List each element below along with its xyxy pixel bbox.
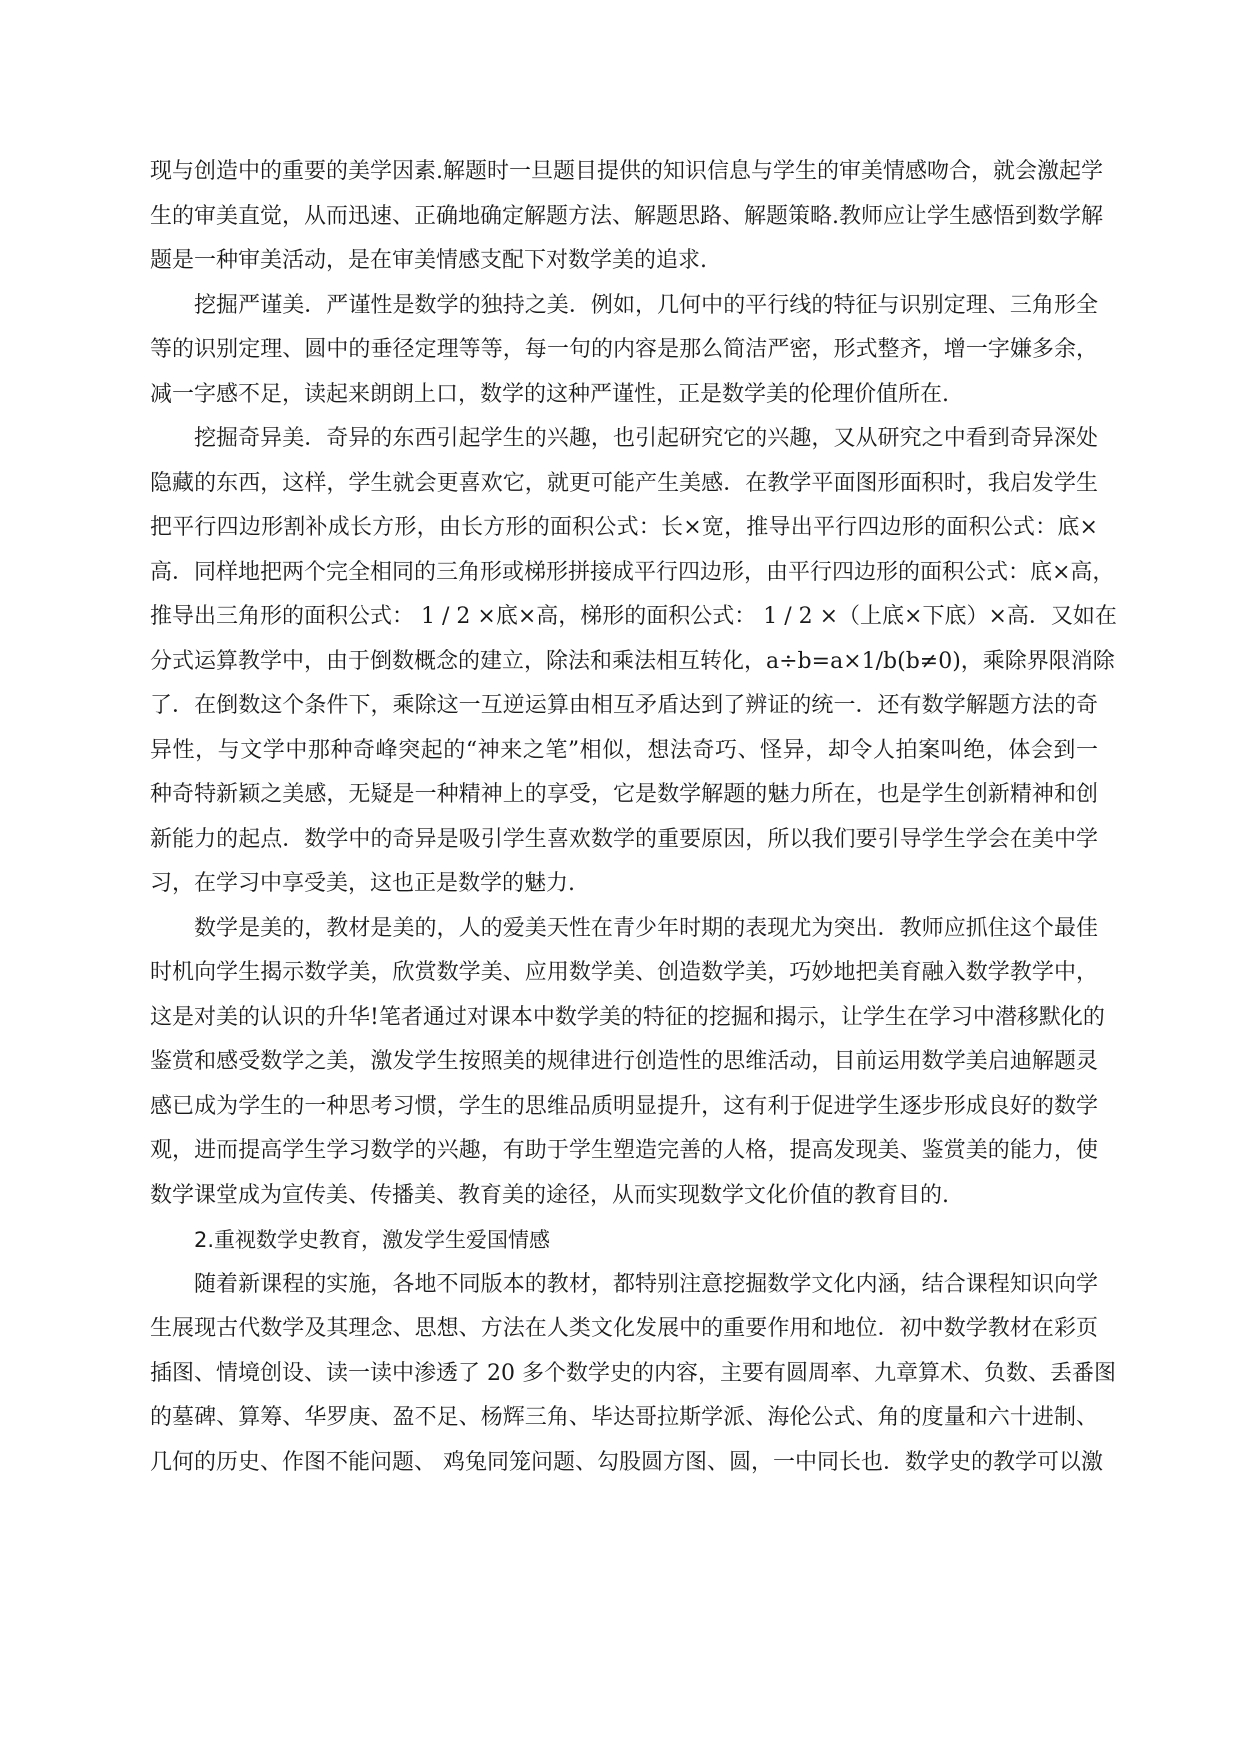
document-page (150, 150, 1117, 1485)
text-line: 隐藏的东西，这样，学生就会更喜欢它，就更可能产生美感．在教学平面图形面积时，我启发学生 (150, 470, 1098, 496)
text-line: 时机向学生揭示数学美，欣赏数学美、应用数学美、创造数学美，巧妙地把美育融入数学教学中， (150, 960, 1098, 985)
text-line: 生展现古代数学及其理念、思想、方法在人类文化发展中的重要作用和地位．初中数学教材在彩页 (150, 1316, 1098, 1341)
section-heading: 2.重视数学史教育，激发学生爱国情感 (194, 1228, 551, 1252)
text-line: 几何的历史、作图不能问题、 鸡兔同笼问题、勾股圆方图、圆，一中同长也．数学史的教学可以激 (150, 1449, 1103, 1475)
text-line: 异性，与文学中那种奇峰突起的“神来之笔”相似，想法奇巧、怪异，却令人拍案叫绝，体会到一 (150, 737, 1098, 763)
text-line: 种奇特新颖之美感，无疑是一种精神上的享受，它是数学解题的魅力所在，也是学生创新精神和创 (150, 782, 1098, 807)
text-line: 感已成为学生的一种思考习惯，学生的思维品质明显提升，这有利于促进学生逐步形成良好的数学 (150, 1093, 1098, 1119)
text-line: 习，在学习中享受美，这也正是数学的魅力. (150, 871, 575, 896)
paragraph-first-line: 数学是美的，教材是美的，人的爱美天性在青少年时期的表现尤为突出．教师应抓住这个最佳 (194, 915, 1098, 941)
text-line: 分式运算教学中，由于倒数概念的建立，除法和乘法相互转化，a÷b=a×1/b(b≠0)，乘除界限消除 (150, 648, 1115, 674)
text-line: 高．同样地把两个完全相同的三角形或梯形拼接成平行四边形，由平行四边形的面积公式：底×高， (150, 559, 1115, 585)
text-line: 推导出三角形的面积公式： 1 / 2 ×底×高，梯形的面积公式： 1 / 2 ×（上底×下底）×高．又如在 (150, 604, 1117, 629)
text-line: 数学课堂成为宣传美、传播美、教育美的途径，从而实现数学文化价值的教育目的. (150, 1182, 949, 1208)
text-line: 减一字感不足，读起来朗朗上口，数学的这种严谨性，正是数学美的伦理价值所在. (150, 381, 949, 407)
text-line: 生的审美直觉，从而迅速、正确地确定解题方法、解题思路、解题策略.教师应让学生感悟到数学解 (150, 203, 1103, 229)
text-line: 这是对美的认识的升华!笔者通过对课本中数学美的特征的挖掘和揭示，让学生在学习中潜移默化的 (150, 1004, 1105, 1030)
text-line: 插图、情境创设、读一读中渗透了 20 多个数学史的内容，主要有圆周率、九章算术、负数、丢番图 (150, 1360, 1116, 1386)
text-line: 了．在倒数这个条件下，乘除这一互逆运算由相互矛盾达到了辨证的统一．还有数学解题方法的奇 (150, 693, 1098, 718)
text-line: 等的识别定理、圆中的垂径定理等等，每一句的内容是那么简洁严密，形式整齐，增一字嫌多余， (150, 337, 1098, 362)
text-line: 观，进而提高学生学习数学的兴趣，有助于学生塑造完善的人格，提高发现美、鉴赏美的能力，使 (150, 1138, 1098, 1163)
text-line: 新能力的起点．数学中的奇异是吸引学生喜欢数学的重要原因，所以我们要引导学生学会在美中学 (150, 826, 1098, 852)
text-line: 题是一种审美活动，是在审美情感支配下对数学美的追求. (150, 248, 707, 273)
text-line: 鉴赏和感受数学之美，激发学生按照美的规律进行创造性的思维活动，目前运用数学美启迪解题灵 (150, 1049, 1098, 1074)
text-line: 的墓碑、算筹、华罗庚、盈不足、杨辉三角、毕达哥拉斯学派、海伦公式、角的度量和六十进制、 (150, 1405, 1098, 1430)
paragraph-first-line: 挖掘严谨美．严谨性是数学的独持之美．例如，几何中的平行线的特征与识别定理、三角形全 (194, 292, 1098, 318)
text-line: 现与创造中的重要的美学因素.解题时一旦题目提供的知识信息与学生的审美情感吻合，就会激起学 (150, 159, 1103, 184)
paragraph-first-line: 挖掘奇异美．奇异的东西引起学生的兴趣，也引起研究它的兴趣，又从研究之中看到奇异深处 (194, 426, 1098, 451)
text-line: 把平行四边形割补成长方形，由长方形的面积公式：长×宽，推导出平行四边形的面积公式：底× (150, 515, 1098, 540)
paragraph-first-line: 随着新课程的实施，各地不同版本的教材，都特别注意挖掘数学文化内涵，结合课程知识向学 (194, 1271, 1098, 1297)
